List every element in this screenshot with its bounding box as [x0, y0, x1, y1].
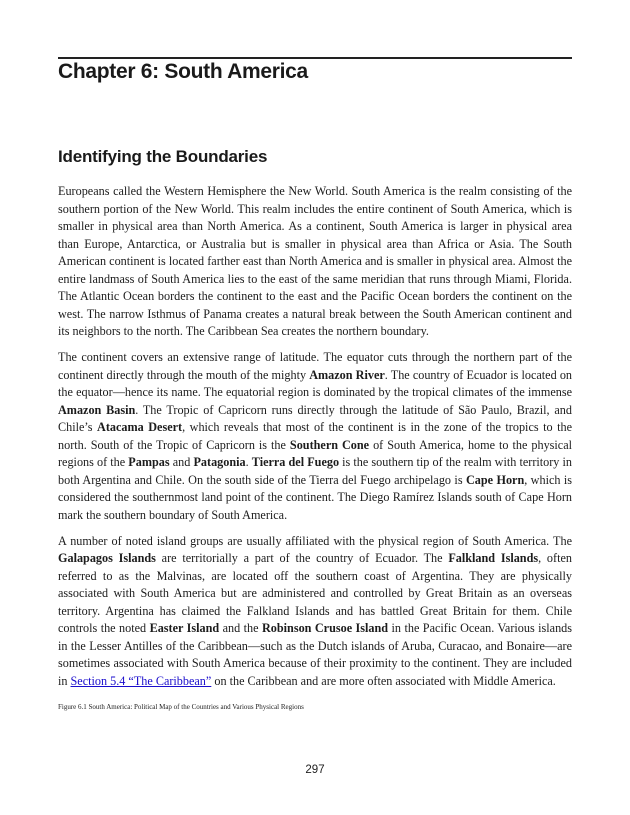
page-number: 297	[305, 764, 325, 776]
text-run: is the southern tip of the realm with territory in both Argentina and Chile. On the south side of the Tierra del Fuego archipelago is	[58, 455, 573, 487]
text-run: in the Pacific Ocean. Various islands in the Lesser Antilles of the Caribbean—such as the Dutch islands of Aruba, Curacao, and Bonaire—are sometimes associated with South America because of their proximity to the continent. They are included in	[58, 621, 572, 688]
text-run: on the Caribbean and are more often associated with Middle America.	[211, 673, 556, 688]
bold-term: Easter Island	[149, 621, 220, 635]
bold-term: Southern Cone	[289, 437, 370, 452]
paragraph	[58, 533, 572, 691]
text-run: A number of noted island groups are usually affiliated with the physical region of South America. The	[58, 533, 572, 548]
chapter-rule	[58, 57, 572, 59]
paragraph	[58, 349, 572, 524]
text-run: The continent covers an extensive range of latitude. The equator cuts through the northern part of the continent directly through the mouth of the mighty	[58, 350, 572, 382]
figure-caption: Figure 6.1 South America: Political Map of the Countries and Various Physical Regions	[58, 703, 304, 711]
text-run: .	[245, 455, 252, 469]
text-run: , which reveals that most of the continent is in the zone of the tropics to the north. South of the Tropic of Capricorn is the	[58, 420, 572, 452]
text-run: . The Tropic of Capricorn runs directly through the latitude of São Paulo, Brazil, and Chile’s	[58, 402, 572, 434]
text-run: Europeans called the Western Hemisphere the New World. South America is the realm consisting of the southern portion of the New World. This realm includes the entire continent of South America, which is smaller in physical area than North America. As a continent, South America is larger in physical area than Europe, Antarctica, or Australia but is smaller in physical area than Africa or Asia. The South American continent is located farther east than North America and is smaller in physical area. Almost the entire landmass of South America lies to the east of the same meridian that runs through Miami, Florida. The Atlantic Ocean borders the continent to the east and the Pacific Ocean borders the continent on the west. The narrow Isthmus of Panama creates a natural break between the South American continent and its neighbors to the north. The Caribbean Sea creates the northern boundary.	[58, 184, 572, 338]
chapter-title: Chapter 6: South America	[58, 60, 308, 83]
text-run: of South America, home to the physical regions of the	[58, 437, 572, 469]
bold-term: Tierra del Fuego	[251, 455, 340, 469]
text-run: . The country of Ecuador is located on the equator—hence its name. The equatorial region is dominated by the tropical climates of the immense	[58, 367, 573, 399]
bold-term: Atacama Desert	[97, 420, 183, 434]
bold-term: Patagonia	[193, 455, 246, 469]
section-title: Identifying the Boundaries	[58, 147, 268, 166]
bold-term: Galapagos Islands	[58, 551, 156, 565]
paragraph	[58, 183, 572, 341]
section-link[interactable]: Section 5.4 “The Caribbean”	[70, 673, 212, 688]
text-run: , often referred to as the Malvinas, are located off the southern coast of Argentina. They are physically associated with South America but are administered and controlled by Great Britain as an overseas territory. Argentina has claimed the Falkland Islands and has battled Great Britain for them. Chile controls the noted	[58, 551, 572, 635]
bold-term: Amazon River	[309, 367, 385, 382]
bold-term: Falkland Islands	[448, 551, 539, 565]
bold-term: Robinson Crusoe Island	[261, 621, 389, 635]
bold-term: Amazon Basin	[58, 402, 136, 417]
text-run: and	[169, 455, 194, 469]
text-run: and the	[219, 621, 262, 635]
body-text	[58, 183, 572, 717]
bold-term: Cape Horn	[465, 472, 525, 487]
text-run: are territorially a part of the country of Ecuador. The	[155, 551, 449, 565]
text-run: , which is considered the southernmost land point of the continent. The Diego Ramírez Islands south of Cape Horn mark the southern boundary of South America.	[58, 472, 572, 522]
bold-term: Pampas	[128, 455, 170, 469]
